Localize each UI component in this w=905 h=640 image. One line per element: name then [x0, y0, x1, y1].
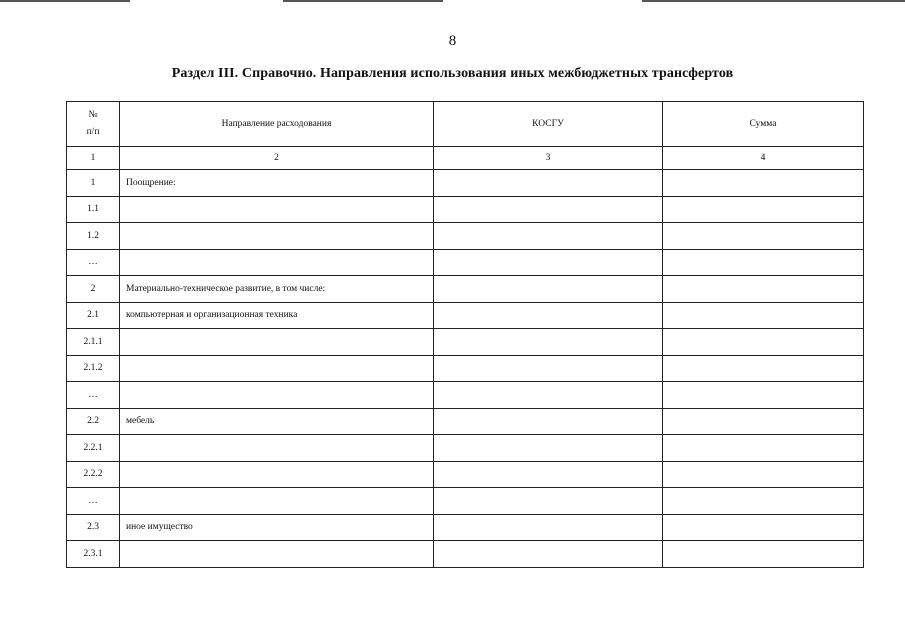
row-number-cell: 2.1.2	[67, 355, 120, 382]
column-index: 1	[67, 147, 120, 170]
row-kosgu-cell	[434, 382, 663, 409]
header-number-abbrev: п/п	[86, 127, 100, 137]
row-direction-cell	[120, 382, 434, 409]
row-number-cell: 2	[67, 276, 120, 303]
table-header-row	[67, 102, 864, 147]
row-kosgu-cell	[434, 461, 663, 488]
column-index: 3	[434, 147, 663, 170]
row-direction-cell: иное имущество	[120, 514, 434, 541]
row-kosgu-cell	[434, 541, 663, 568]
section-title: Раздел III. Справочно. Направления использования иных межбюджетных трансфертов	[171, 66, 734, 81]
table-row	[67, 196, 864, 223]
row-direction-cell	[120, 196, 434, 223]
table-row	[67, 488, 864, 515]
row-direction-cell: компьютерная и организационная техника	[120, 302, 434, 329]
column-index-row	[67, 147, 864, 170]
column-index: 4	[663, 147, 864, 170]
row-sum-cell	[663, 196, 864, 223]
row-direction-cell	[120, 461, 434, 488]
header-number-symbol: №	[88, 110, 98, 120]
row-sum-cell	[663, 170, 864, 197]
row-sum-cell	[663, 223, 864, 250]
row-number-cell: 2.2.2	[67, 461, 120, 488]
header-number	[67, 102, 120, 147]
transfers-table	[66, 101, 864, 568]
row-direction-cell	[120, 329, 434, 356]
row-direction-cell	[120, 223, 434, 250]
row-direction-cell	[120, 488, 434, 515]
row-number-cell: …	[67, 382, 120, 409]
header-direction: Направление расходования	[120, 102, 434, 147]
row-kosgu-cell	[434, 196, 663, 223]
row-number-cell: 1.2	[67, 223, 120, 250]
table-row	[67, 249, 864, 276]
row-direction-cell: Материально-техническое развитие, в том числе:	[120, 276, 434, 303]
table-row	[67, 408, 864, 435]
table-row	[67, 461, 864, 488]
row-number-cell: 2.3.1	[67, 541, 120, 568]
row-number-cell: 2.3	[67, 514, 120, 541]
row-sum-cell	[663, 382, 864, 409]
row-kosgu-cell	[434, 355, 663, 382]
table-row	[67, 355, 864, 382]
table-row	[67, 170, 864, 197]
row-kosgu-cell	[434, 514, 663, 541]
row-kosgu-cell	[434, 170, 663, 197]
table-row	[67, 223, 864, 250]
row-number-cell: …	[67, 488, 120, 515]
table-row	[67, 514, 864, 541]
row-sum-cell	[663, 408, 864, 435]
row-sum-cell	[663, 302, 864, 329]
row-number-cell: 2.2.1	[67, 435, 120, 462]
page-number: 8	[448, 33, 457, 49]
row-sum-cell	[663, 249, 864, 276]
row-direction-cell	[120, 435, 434, 462]
row-kosgu-cell	[434, 249, 663, 276]
header-kosgu: КОСГУ	[434, 102, 663, 147]
table-row	[67, 435, 864, 462]
row-sum-cell	[663, 435, 864, 462]
row-kosgu-cell	[434, 302, 663, 329]
table-row	[67, 541, 864, 568]
table-row	[67, 276, 864, 303]
row-direction-cell	[120, 541, 434, 568]
row-sum-cell	[663, 329, 864, 356]
row-number-cell: 2.1	[67, 302, 120, 329]
row-number-cell: 2.2	[67, 408, 120, 435]
row-kosgu-cell	[434, 223, 663, 250]
row-sum-cell	[663, 461, 864, 488]
table-row	[67, 382, 864, 409]
row-kosgu-cell	[434, 488, 663, 515]
top-scan-rule	[283, 0, 443, 2]
table-row	[67, 329, 864, 356]
row-kosgu-cell	[434, 329, 663, 356]
row-direction-cell: мебель	[120, 408, 434, 435]
top-scan-rule	[0, 0, 130, 2]
row-sum-cell	[663, 488, 864, 515]
row-kosgu-cell	[434, 408, 663, 435]
row-sum-cell	[663, 541, 864, 568]
row-number-cell: 2.1.1	[67, 329, 120, 356]
row-number-cell: …	[67, 249, 120, 276]
row-kosgu-cell	[434, 276, 663, 303]
row-sum-cell	[663, 276, 864, 303]
header-sum: Сумма	[663, 102, 864, 147]
row-kosgu-cell	[434, 435, 663, 462]
table-row	[67, 302, 864, 329]
row-number-cell: 1.1	[67, 196, 120, 223]
row-direction-cell: Поощрение:	[120, 170, 434, 197]
row-direction-cell	[120, 249, 434, 276]
row-number-cell: 1	[67, 170, 120, 197]
row-sum-cell	[663, 514, 864, 541]
top-scan-rule	[642, 0, 905, 2]
row-sum-cell	[663, 355, 864, 382]
column-index: 2	[120, 147, 434, 170]
row-direction-cell	[120, 355, 434, 382]
